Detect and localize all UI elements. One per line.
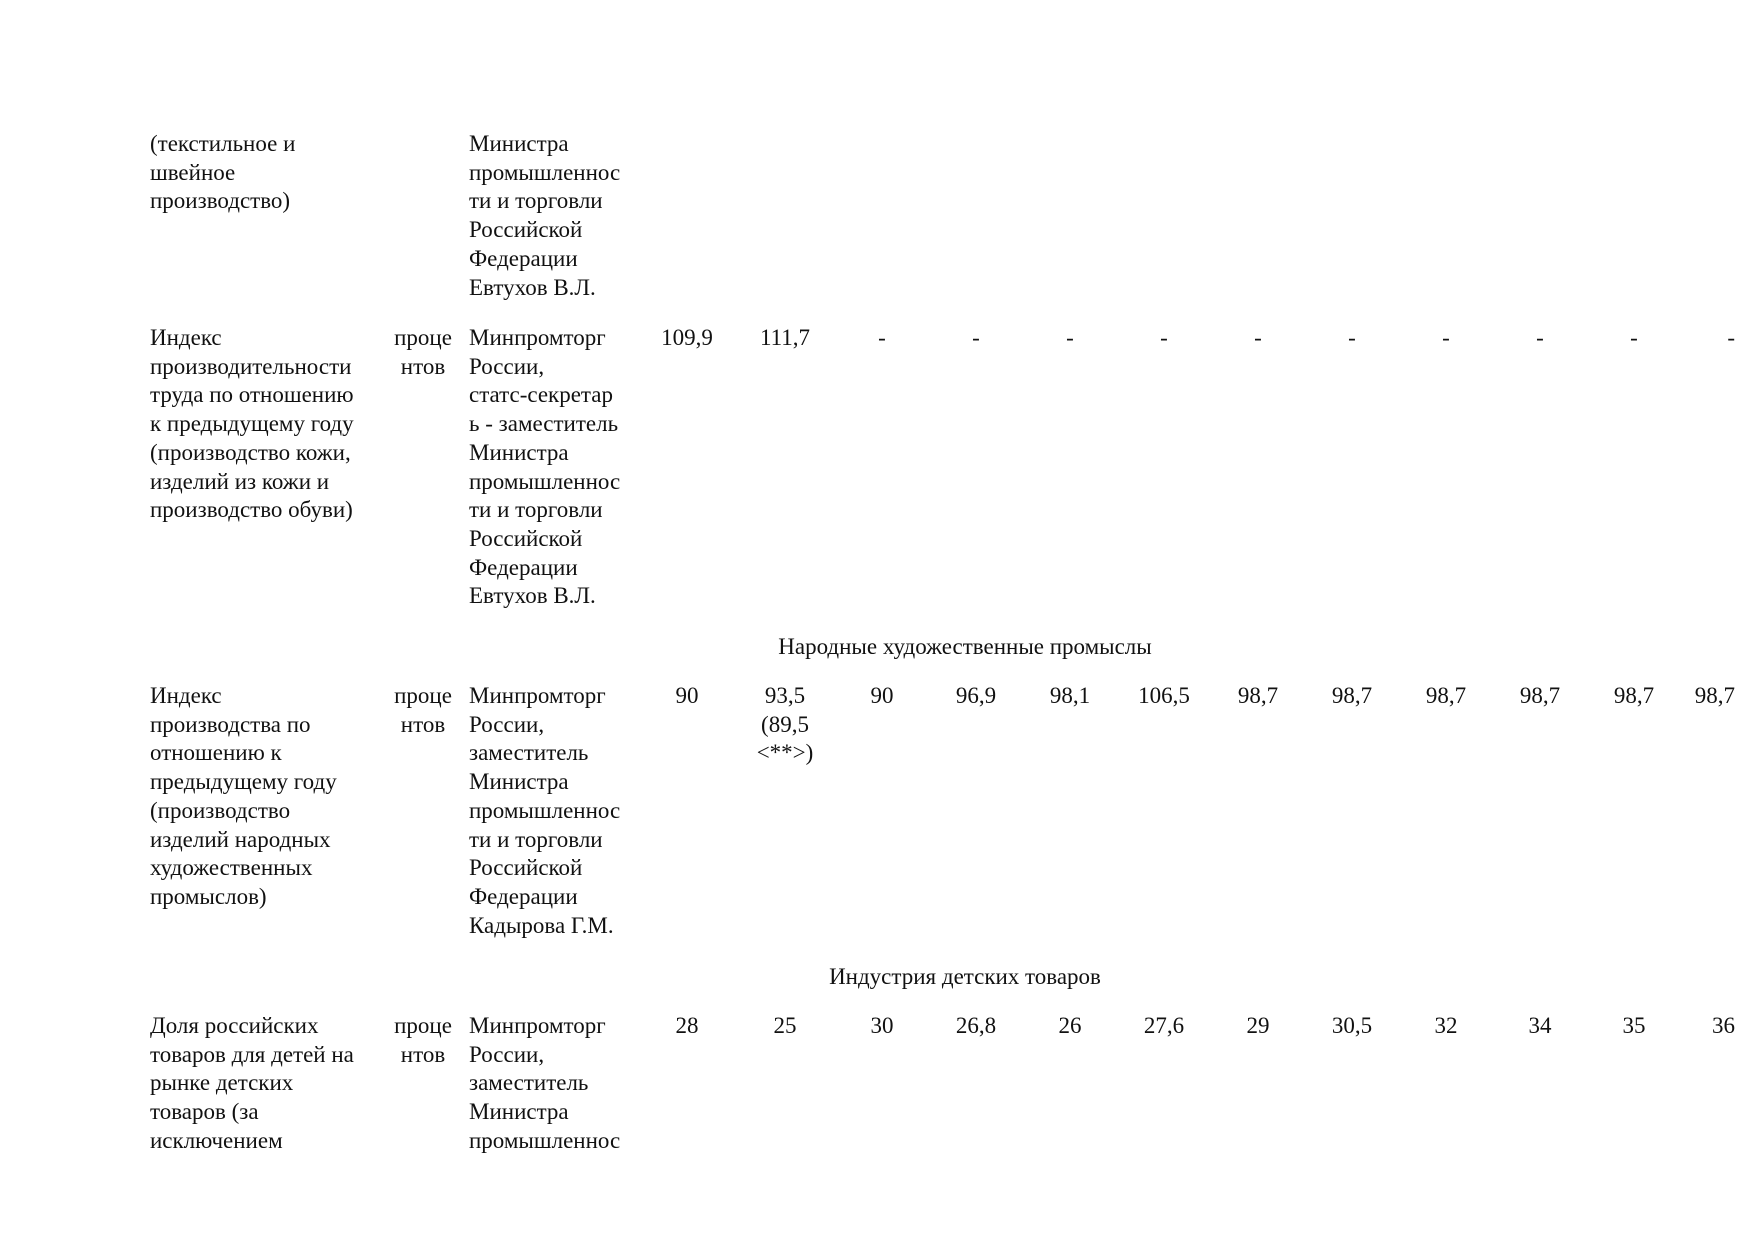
indicator-responsible: Министра промышленнос ти и торговли Российской Федерации Евтухов В.Л. xyxy=(469,131,621,300)
value-cell: 30,5 xyxy=(1331,1013,1373,1038)
indicator-name: (текстильное и швейное производство) xyxy=(150,131,296,214)
value-cell: 98,1 xyxy=(1049,683,1091,708)
indicator-unit: проце нтов xyxy=(394,325,452,379)
section-heading: Народные художественные промыслы xyxy=(778,634,1152,659)
value-cell: 26,8 xyxy=(955,1013,997,1038)
indicator-name: Индекс производительности труда по отношению к предыдущему году (производство кожи, изделий из кожи и производство обуви) xyxy=(150,325,354,523)
value-cell: 106,5 xyxy=(1138,683,1190,708)
indicator-name: Индекс производства по отношению к предыдущему году (производство изделий народных художественных промыслов) xyxy=(150,683,337,909)
value-cell: - xyxy=(1066,325,1074,350)
value-cell: 111,7 xyxy=(759,325,811,350)
value-cell: 93,5 (89,5 <**>) xyxy=(756,683,814,766)
value-cell: 90 xyxy=(675,683,699,708)
value-cell: 29 xyxy=(1246,1013,1270,1038)
value-cell: 98,7 xyxy=(1331,683,1373,708)
value-cell: 36 xyxy=(1712,1013,1735,1038)
value-cell: - xyxy=(1348,325,1356,350)
value-cell: 98,7 xyxy=(1613,683,1655,708)
value-cell: 28 xyxy=(675,1013,699,1038)
value-cell: 98,7 xyxy=(1425,683,1467,708)
value-cell: - xyxy=(1630,325,1638,350)
value-cell: - xyxy=(1536,325,1544,350)
indicator-name: Доля российских товаров для детей на рынке детских товаров (за исключением xyxy=(150,1013,354,1153)
value-cell: - xyxy=(972,325,980,350)
value-cell: 96,9 xyxy=(955,683,997,708)
value-cell: 109,9 xyxy=(661,325,713,350)
value-cell: 98,7 xyxy=(1237,683,1279,708)
value-cell: 98,7 xyxy=(1519,683,1561,708)
value-cell: 35 xyxy=(1622,1013,1646,1038)
value-cell: - xyxy=(878,325,886,350)
value-cell: - xyxy=(1442,325,1450,350)
value-cell: - xyxy=(1254,325,1262,350)
value-cell: - xyxy=(1727,325,1735,350)
value-cell: 90 xyxy=(870,683,894,708)
indicator-responsible: Минпромторг России, статс-секретар ь - заместитель Министра промышленнос ти и торговли Российской Федерации Евтухов В.Л. xyxy=(469,325,621,609)
value-cell: 30 xyxy=(870,1013,894,1038)
indicator-unit: проце нтов xyxy=(394,683,452,737)
value-cell: 32 xyxy=(1434,1013,1458,1038)
value-cell: 98,7 xyxy=(1694,683,1735,708)
indicator-responsible: Минпромторг России, заместитель Министра промышленнос ти и торговли Российской Федерации Кадырова Г.М. xyxy=(469,683,621,938)
value-cell: 34 xyxy=(1528,1013,1552,1038)
value-cell: 26 xyxy=(1058,1013,1082,1038)
indicator-unit: проце нтов xyxy=(394,1013,452,1067)
value-cell: 27,6 xyxy=(1143,1013,1185,1038)
value-cell: 25 xyxy=(773,1013,797,1038)
indicator-responsible: Минпромторг России, заместитель Министра промышленнос xyxy=(469,1013,621,1153)
value-cell: - xyxy=(1160,325,1168,350)
section-heading: Индустрия детских товаров xyxy=(829,964,1101,989)
